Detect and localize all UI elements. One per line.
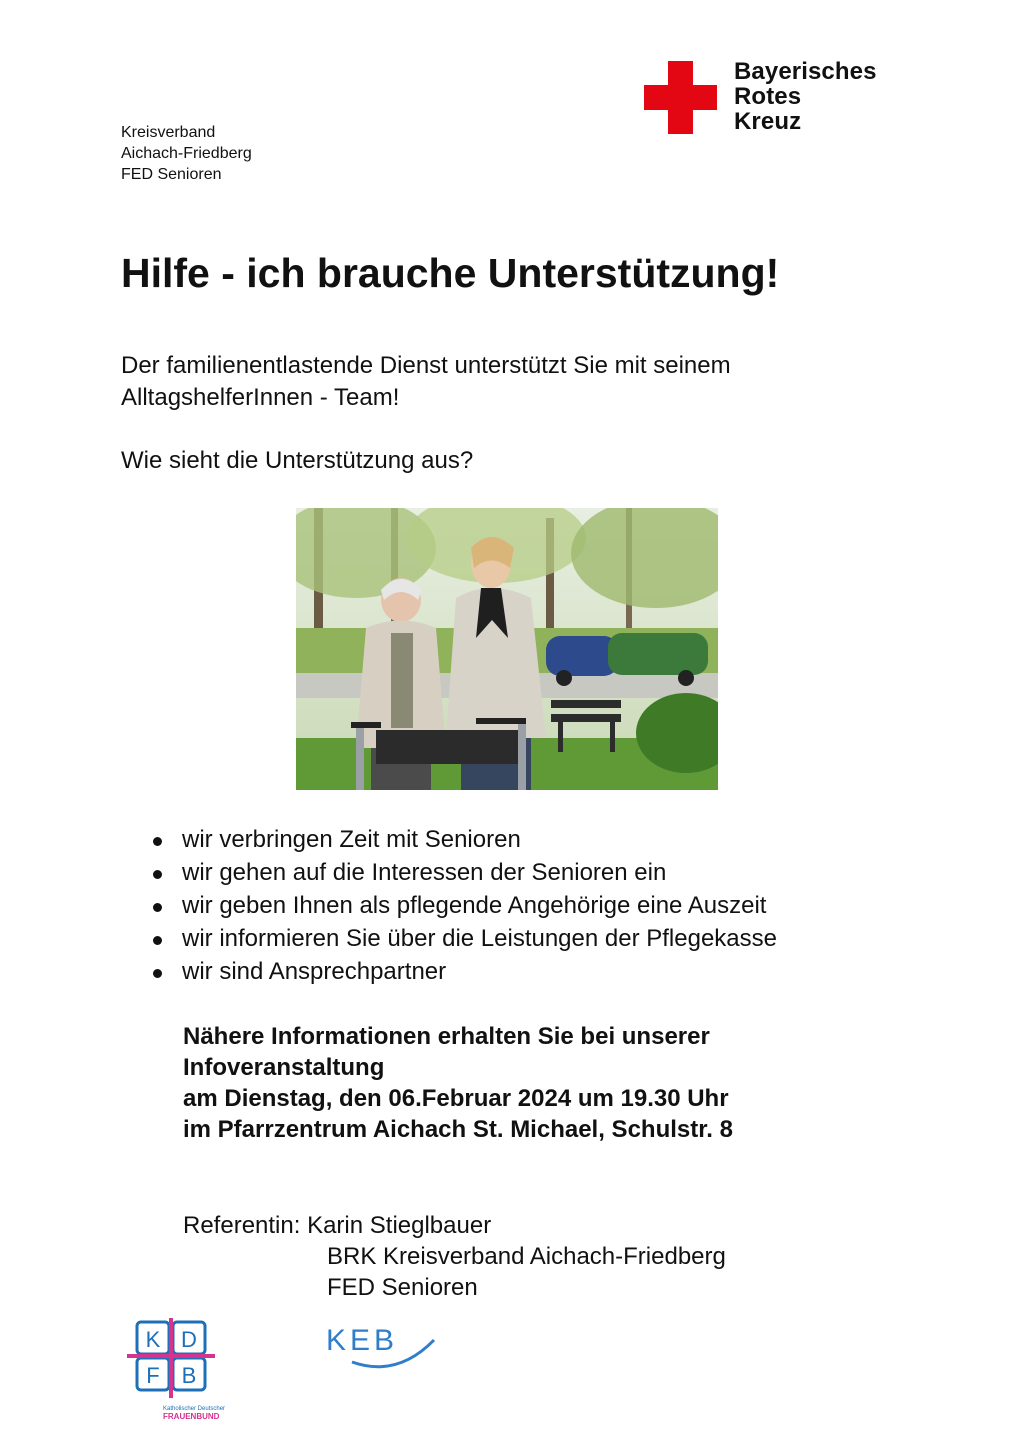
- kdfb-caption-1: Katholischer Deutscher: [163, 1406, 226, 1412]
- event-line-1: Nähere Informationen erhalten Sie bei unserer: [183, 1023, 710, 1050]
- keb-logo: [322, 1318, 440, 1374]
- speaker-org-line: BRK Kreisverband Aichach-Friedberg: [327, 1243, 726, 1270]
- event-line-2: Infoveranstaltung: [183, 1054, 385, 1081]
- brk-logo-text: [734, 59, 877, 134]
- speaker-row: [183, 1210, 726, 1241]
- kdfb-letter-f: F: [146, 1363, 160, 1388]
- event-line-3: am Dienstag, den 06.Februar 2024 um 19.30 Uhr: [183, 1085, 729, 1112]
- list-item: [150, 856, 777, 889]
- bullet-dot-icon: [153, 969, 162, 978]
- speaker-name: Karin Stieglbauer: [307, 1212, 492, 1239]
- bullet-dot-icon: [153, 903, 162, 912]
- list-item-text: wir sind Ansprechpartner: [182, 958, 447, 985]
- keb-logo-text: KEB: [326, 1324, 399, 1357]
- brk-logo-line-2: Rotes: [734, 83, 802, 110]
- list-item-text: wir verbringen Zeit mit Senioren: [182, 826, 521, 853]
- bullet-dot-icon: [153, 837, 162, 846]
- red-cross-icon: [644, 61, 717, 134]
- senior-with-helper-photo: [296, 508, 718, 790]
- speaker-block: [183, 1210, 726, 1303]
- organisation-block: [121, 122, 252, 185]
- kdfb-letter-d: D: [181, 1327, 197, 1352]
- brk-logo-line-3: Kreuz: [734, 108, 802, 135]
- intro-paragraph: Der familienentlastende Dienst unterstützt Sie mit seinem AlltagshelferInnen - Team!: [121, 352, 731, 411]
- list-item-text: wir geben Ihnen als pflegende Angehörige eine Auszeit: [182, 892, 767, 919]
- list-item: [150, 889, 777, 922]
- service-list: [150, 823, 777, 988]
- event-line-4: im Pfarrzentrum Aichach St. Michael, Schulstr. 8: [183, 1116, 733, 1143]
- org-line-1: Kreisverband: [121, 124, 216, 141]
- speaker-dept-line: FED Senioren: [327, 1274, 478, 1301]
- bullet-dot-icon: [153, 870, 162, 879]
- event-info: [183, 1021, 733, 1145]
- list-item: [150, 823, 777, 856]
- org-line-2: Aichach-Friedberg: [121, 145, 252, 162]
- page-title: Hilfe - ich brauche Unterstützung!: [121, 250, 780, 296]
- bullet-dot-icon: [153, 936, 162, 945]
- list-item-text: wir gehen auf die Interessen der Senioren ein: [182, 859, 667, 886]
- speaker-label: Referentin:: [183, 1212, 301, 1239]
- list-item: [150, 922, 777, 955]
- question-heading: Wie sieht die Unterstützung aus?: [121, 447, 474, 474]
- kdfb-letter-b: B: [181, 1363, 197, 1388]
- kdfb-letter-k: K: [145, 1327, 161, 1352]
- org-line-3: FED Senioren: [121, 166, 222, 183]
- brk-logo-line-1: Bayerisches: [734, 58, 877, 85]
- list-item: [150, 955, 777, 988]
- kdfb-logo: [125, 1318, 229, 1426]
- list-item-text: wir informieren Sie über die Leistungen der Pflegekasse: [182, 925, 777, 952]
- kdfb-caption-2: FRAUENBUND: [163, 1412, 220, 1421]
